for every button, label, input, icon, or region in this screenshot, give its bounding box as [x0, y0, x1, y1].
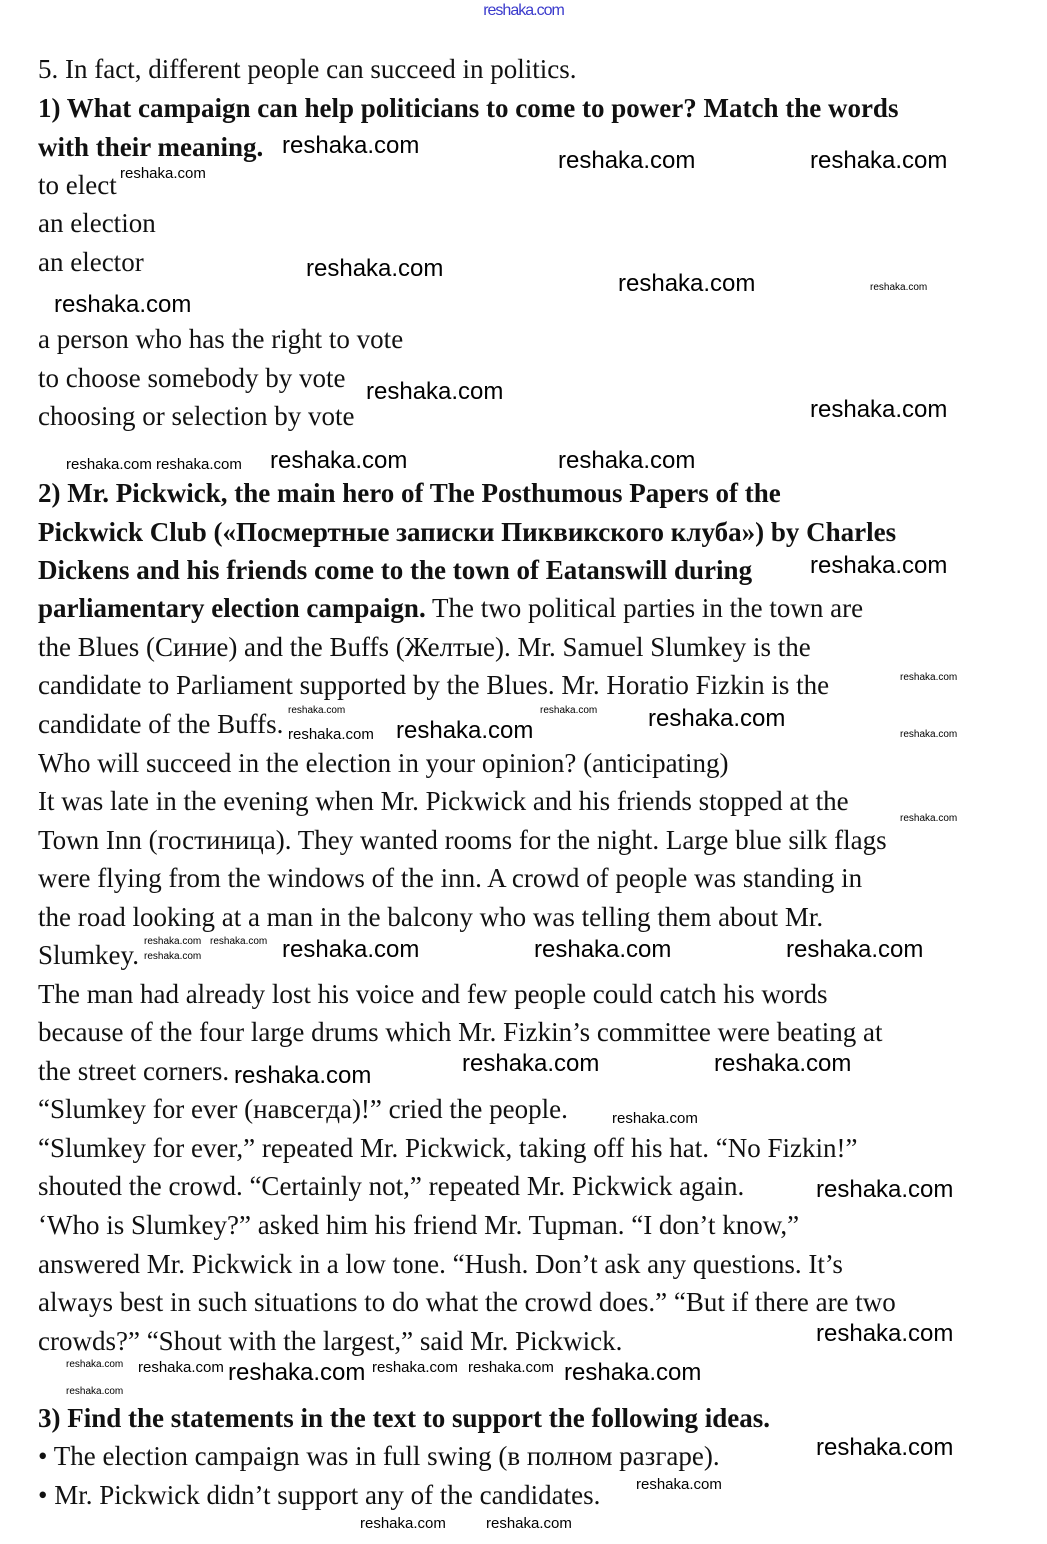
text-line — [38, 1479, 600, 1511]
text-line — [38, 1325, 622, 1357]
watermark: reshaka.com — [210, 936, 268, 947]
body-text: an election — [38, 208, 156, 238]
watermark: reshaka.com — [66, 1359, 124, 1370]
text-line — [38, 1209, 799, 1241]
watermark: reshaka.com — [396, 717, 534, 744]
watermark: reshaka.com — [870, 282, 928, 293]
body-text: candidate of the Buffs. — [38, 709, 284, 739]
watermark: reshaka.com — [900, 672, 958, 683]
text-line — [38, 323, 403, 355]
text-line — [38, 554, 752, 586]
text-line — [38, 131, 263, 163]
watermark: reshaka.com — [360, 1515, 446, 1532]
text-line — [38, 1016, 883, 1048]
watermark: reshaka.com — [234, 1062, 372, 1089]
watermark: reshaka.com — [486, 1515, 572, 1532]
body-text: “Slumkey for ever,” repeated Mr. Pickwick, taking off his hat. “No Fizkin!” — [38, 1133, 858, 1163]
watermark: reshaka.com — [810, 396, 948, 423]
watermark: reshaka.com — [900, 813, 958, 824]
text-line — [38, 1440, 720, 1472]
text-line — [38, 939, 139, 971]
text-line — [38, 1286, 896, 1318]
text-line — [38, 169, 117, 201]
body-text: the road looking at a man in the balcony who was telling them about Mr. — [38, 902, 824, 932]
watermark: reshaka.com — [816, 1176, 954, 1203]
text-line — [38, 901, 823, 933]
body-text: • Mr. Pickwick didn’t support any of the candidates. — [38, 1480, 601, 1510]
text-line — [38, 747, 729, 779]
watermark: reshaka.com — [558, 447, 696, 474]
watermark: reshaka.com — [900, 729, 958, 740]
text-line — [38, 92, 898, 124]
watermark: reshaka.com — [714, 1050, 852, 1077]
body-text: • The election campaign was in full swing (в полном разгаре). — [38, 1441, 720, 1471]
bold-text: with their meaning. — [38, 132, 264, 162]
watermark: reshaka.com — [636, 1476, 722, 1493]
bold-text: Dickens and his friends come to the town of Eatanswill during — [38, 555, 753, 585]
text-line — [38, 1402, 770, 1434]
body-text: candidate to Parliament supported by the Blues. Mr. Horatio Fizkin is the — [38, 670, 830, 700]
watermark: reshaka.com — [648, 705, 786, 732]
text-line — [38, 477, 781, 509]
watermark: reshaka.com — [366, 378, 504, 405]
text-line — [38, 631, 811, 663]
body-text: ‘Who is Slumkey?” asked him his friend Mr. Tupman. “I don’t know,” — [38, 1210, 800, 1240]
body-text: a person who has the right to vote — [38, 324, 404, 354]
watermark: reshaka.com — [66, 456, 152, 473]
text-line — [38, 516, 896, 548]
watermark: reshaka.com — [816, 1434, 954, 1461]
text-line — [38, 978, 828, 1010]
bold-text: Pickwick Club («Посмертные записки Пиквикского клуба») by Charles — [38, 517, 897, 547]
text-line — [38, 246, 144, 278]
watermark: reshaka.com — [228, 1359, 366, 1386]
watermark: reshaka.com — [144, 951, 202, 962]
watermark: reshaka.com — [558, 147, 696, 174]
watermark: reshaka.com — [810, 552, 948, 579]
body-text: crowds?” “Shout with the largest,” said Mr. Pickwick. — [38, 1326, 623, 1356]
body-text: an elector — [38, 247, 144, 277]
body-text: choosing or selection by vote — [38, 401, 355, 431]
body-text: The man had already lost his voice and few people could catch his words — [38, 979, 828, 1009]
watermark: reshaka.com — [534, 936, 672, 963]
watermark: reshaka.com — [144, 936, 202, 947]
body-text: Slumkey. — [38, 940, 139, 970]
watermark: reshaka.com — [120, 165, 206, 182]
watermark: reshaka.com — [282, 132, 420, 159]
body-text: Town Inn (гостиница). They wanted rooms for the night. Large blue silk flags — [38, 825, 887, 855]
text-line — [38, 708, 283, 740]
watermark: reshaka.com — [564, 1359, 702, 1386]
watermark: reshaka.com — [282, 936, 420, 963]
watermark: reshaka.com — [288, 705, 346, 716]
watermark: reshaka.com — [66, 1386, 124, 1397]
body-text: the street corners. — [38, 1056, 230, 1086]
watermark: reshaka.com — [288, 726, 374, 743]
text-line — [38, 1055, 229, 1087]
text-line — [38, 53, 577, 85]
body-text: It was late in the evening when Mr. Pickwick and his friends stopped at the — [38, 786, 849, 816]
text-line — [38, 1132, 857, 1164]
text-line — [38, 862, 862, 894]
body-text: always best in such situations to do what the crowd does.” “But if there are two — [38, 1287, 896, 1317]
text-line — [38, 824, 887, 856]
body-text: 5. In fact, different people can succeed in politics. — [38, 54, 577, 84]
watermark: reshaka.com — [612, 1110, 698, 1127]
body-text: shouted the crowd. “Certainly not,” repeated Mr. Pickwick again. — [38, 1171, 745, 1201]
body-text: Who will succeed in the election in your opinion? (anticipating) — [38, 748, 729, 778]
watermark: reshaka.com — [816, 1320, 954, 1347]
watermark: reshaka.com — [618, 270, 756, 297]
body-text: to choose somebody by vote — [38, 363, 346, 393]
body-text: were flying from the windows of the inn. A crowd of people was standing in — [38, 863, 863, 893]
body-text: because of the four large drums which Mr. Fizkin’s committee were beating at — [38, 1017, 883, 1047]
watermark: reshaka.com — [306, 255, 444, 282]
bold-text: 3) Find the statements in the text to support the following ideas. — [38, 1403, 770, 1433]
watermark: reshaka.com — [540, 705, 598, 716]
text-line — [38, 669, 829, 701]
bold-text: parliamentary election campaign. — [38, 593, 426, 623]
text-line — [38, 207, 156, 239]
watermark: reshaka.com — [54, 291, 192, 318]
bold-text: 1) What campaign can help politicians to come to power? Match the words — [38, 93, 899, 123]
watermark: reshaka.com — [270, 447, 408, 474]
watermark: reshaka.com — [372, 1359, 458, 1376]
body-text: the Blues (Синие) and the Buffs (Желтые). Mr. Samuel Slumkey is the — [38, 632, 811, 662]
body-text: “Slumkey for ever (навсегда)!” cried the people. — [38, 1094, 568, 1124]
text-line — [38, 785, 849, 817]
watermark: reshaka.com — [138, 1359, 224, 1376]
text-line — [38, 1170, 744, 1202]
text-line — [38, 1093, 568, 1125]
bold-text: 2) Mr. Pickwick, the main hero of The Posthumous Papers of the — [38, 478, 781, 508]
watermark: reshaka.com — [156, 456, 242, 473]
text-line — [38, 362, 345, 394]
body-text: The two political parties in the town are — [425, 593, 864, 623]
watermark: reshaka.com — [810, 147, 948, 174]
watermark: reshaka.com — [786, 936, 924, 963]
body-text: to elect — [38, 170, 117, 200]
body-text: answered Mr. Pickwick in a low tone. “Hush. Don’t ask any questions. It’s — [38, 1249, 843, 1279]
watermark: reshaka.com — [462, 1050, 600, 1077]
watermark: reshaka.com — [468, 1359, 554, 1376]
text-line — [38, 400, 354, 432]
header-watermark: reshaka.com — [483, 2, 564, 19]
text-line — [38, 1248, 843, 1280]
text-line — [38, 592, 863, 624]
